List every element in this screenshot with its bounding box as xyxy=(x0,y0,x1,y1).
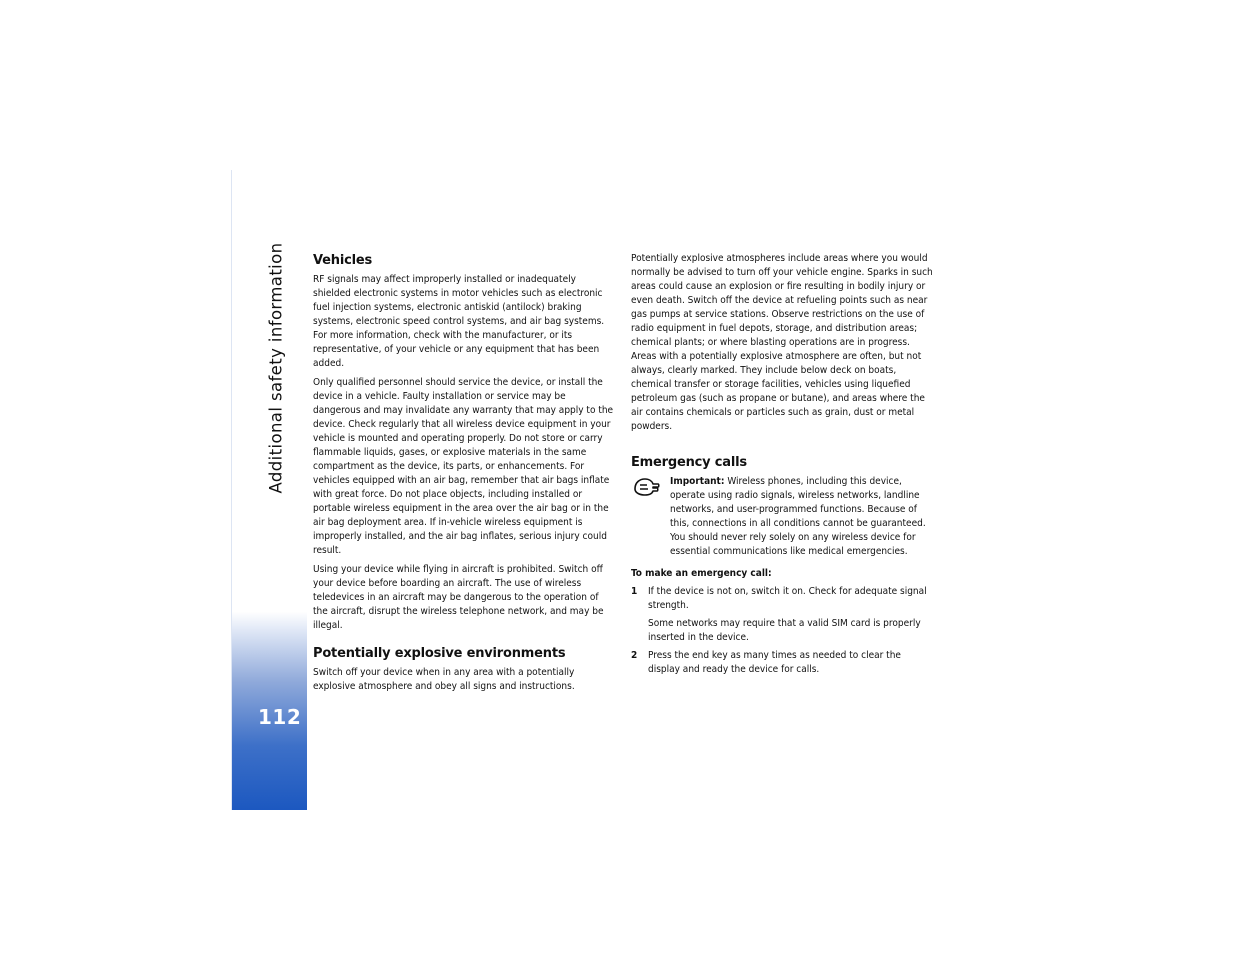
step-text: Press the end key as many times as needed to clear the display and ready the device for calls. xyxy=(648,650,901,675)
important-hand-icon xyxy=(632,477,660,497)
right-column xyxy=(631,252,933,681)
page-number: 112 xyxy=(258,705,302,729)
important-label: Important: xyxy=(670,476,725,487)
emergency-heading: Emergency calls xyxy=(631,455,747,470)
step-number: 1 xyxy=(631,586,638,597)
list-item xyxy=(631,585,933,645)
explosive-paragraph-1: Switch off your device when in any area with a potentially explosive atmosphere and obey all signs and instructions. xyxy=(313,667,575,692)
explosive-heading: Potentially explosive environments xyxy=(313,646,566,661)
step-subtext: Some networks may require that a valid SIM card is properly inserted in the device. xyxy=(648,618,921,643)
explosive-paragraph-2: Potentially explosive atmospheres include areas where you would normally be advised to turn off your vehicle engine. Sparks in such areas could cause an explosion or fire resulting in bodily injury or even death. Switch off the device at refueling points such as near gas pumps at service stations. Observe restrictions on the use of radio equipment in fuel depots, storage, and distribution areas; chemical plants; or where blasting operations are in progress. Areas with a potentially explosive atmosphere are often, but not always, clearly marked. They include below deck on boats, chemical transfer or storage facilities, vehicles using liquefied petroleum gas (such as propane or butane), and areas where the air contains chemicals or particles such as grain, dust or metal powders. xyxy=(631,253,933,432)
important-note xyxy=(631,475,933,559)
vehicles-heading: Vehicles xyxy=(313,253,372,268)
left-column xyxy=(313,252,615,699)
procedure-title: To make an emergency call: xyxy=(631,568,772,579)
vehicles-paragraph-1: RF signals may affect improperly installed or inadequately shielded electronic systems in motor vehicles such as electronic fuel injection systems, electronic antiskid (antilock) braking systems, electronic speed control systems, and air bag systems. For more information, check with the manufacturer, or its representative, of your vehicle or any equipment that has been added. xyxy=(313,274,605,369)
important-text: Wireless phones, including this device, operate using radio signals, wireless networks, landline networks, and user-programmed functions. Because of this, connections in all conditions cannot be guaranteed. You should never rely solely on any wireless device for essential communications like medical emergencies. xyxy=(670,476,926,557)
step-number: 2 xyxy=(631,650,638,661)
section-tab-title-text: Additional safety information xyxy=(266,242,286,494)
vehicles-paragraph-3: Using your device while flying in aircraft is prohibited. Switch off your device before boarding an aircraft. The use of wireless teledevices in an aircraft may be dangerous to the operation of the aircraft, disrupt the wireless telephone network, and may be illegal. xyxy=(313,564,604,631)
vehicles-paragraph-2: Only qualified personnel should service the device, or install the device in a vehicle. Faulty installation or service may be dangerous and may invalidate any warranty that may apply to the device. Check regularly that all wireless device equipment in your vehicle is mounted and operating properly. Do not store or carry flammable liquids, gases, or explosive materials in the same compartment as the device, its parts, or enhancements. For vehicles equipped with an air bag, remember that air bags inflate with great force. Do not place objects, including installed or portable wireless equipment in the area over the air bag or in the air bag deployment area. If in-vehicle wireless equipment is improperly installed, and the air bag inflates, serious injury could result. xyxy=(313,377,614,556)
list-item xyxy=(631,649,933,677)
step-text: If the device is not on, switch it on. Check for adequate signal strength. xyxy=(648,586,927,611)
emergency-steps xyxy=(631,585,933,677)
